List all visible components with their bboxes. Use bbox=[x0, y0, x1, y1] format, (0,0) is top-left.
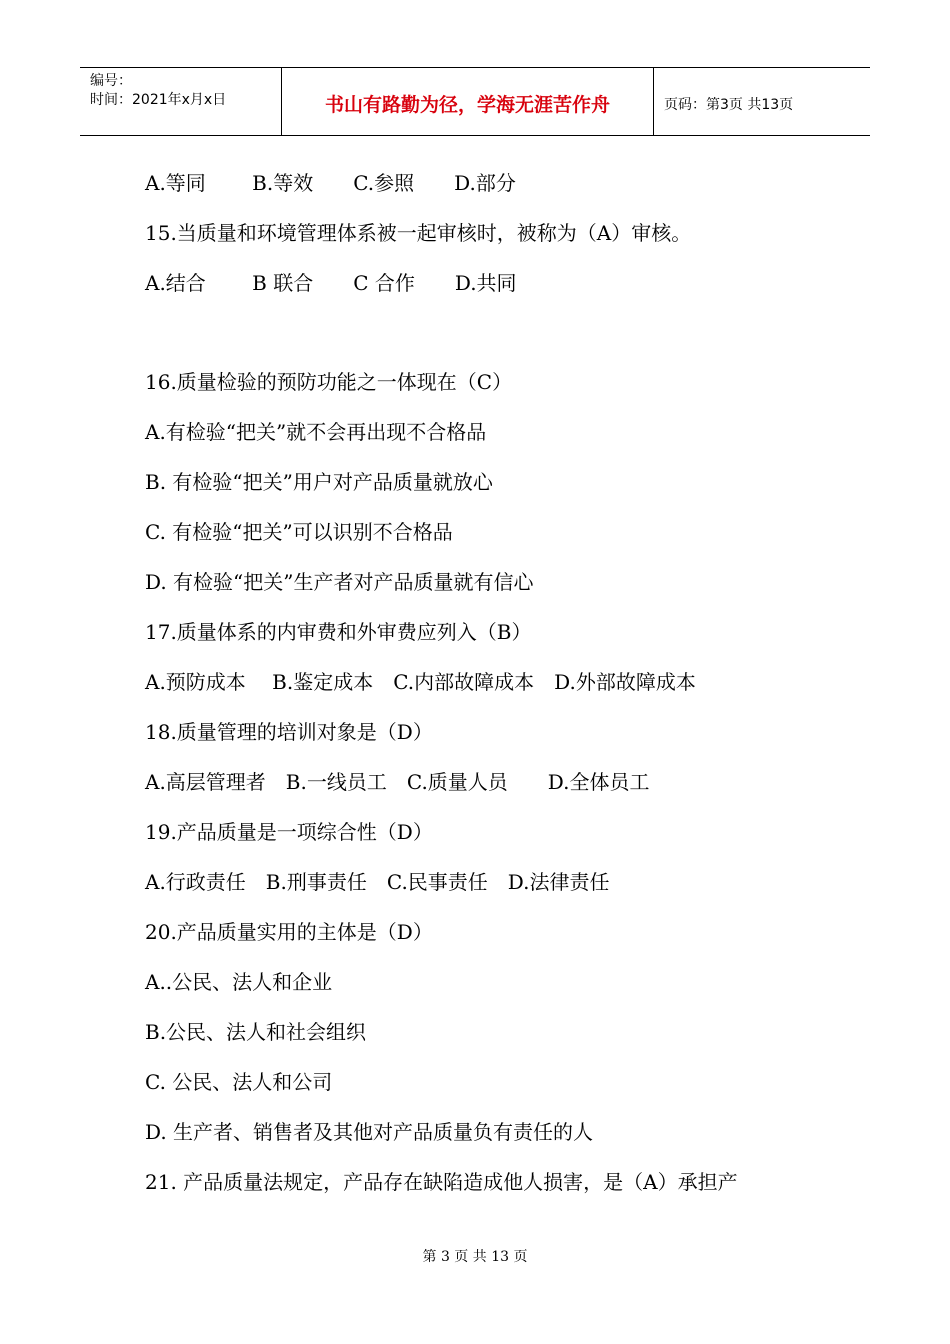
blank-line bbox=[145, 315, 845, 364]
page-footer: 第 3 页 共 13 页 bbox=[422, 1249, 528, 1265]
question-16: 16.质量检验的预防功能之一体现在（C） bbox=[145, 370, 513, 394]
text-line: B.公民、法人和社会组织 bbox=[145, 1020, 367, 1044]
header-meta-cell bbox=[80, 68, 282, 135]
text-line: C. 有检验“把关”可以识别不合格品 bbox=[145, 520, 453, 544]
text-line: A.行政责任 B.刑事责任 C.民事责任 D.法律责任 bbox=[145, 870, 610, 894]
document-date-label: 时间：2021年x月x日 bbox=[90, 92, 227, 108]
text-line: C. 公民、法人和公司 bbox=[145, 1070, 333, 1094]
header-motto: 书山有路勤为径，学海无涯苦作舟 bbox=[282, 68, 654, 135]
text-line: A..公民、法人和企业 bbox=[145, 970, 333, 994]
text-line: D. 有检验“把关”生产者对产品质量就有信心 bbox=[145, 570, 534, 594]
document-number-label: 编号： bbox=[90, 73, 132, 89]
text-line: B. 有检验“把关”用户对产品质量就放心 bbox=[145, 470, 493, 494]
document-header bbox=[80, 67, 870, 136]
text-line: A.有检验“把关”就不会再出现不合格品 bbox=[145, 420, 487, 444]
question-19: 19.产品质量是一项综合性（D） bbox=[145, 820, 433, 844]
question-15: 15.当质量和环境管理体系被一起审核时，被称为（A）审核。 bbox=[145, 221, 692, 245]
question-18: 18.质量管理的培训对象是（D） bbox=[145, 720, 433, 744]
question-21: 21. 产品质量法规定，产品存在缺陷造成他人损害，是（A）承担产 bbox=[145, 1170, 738, 1194]
text-line: D. 生产者、销售者及其他对产品质量负有责任的人 bbox=[145, 1120, 594, 1144]
question-20: 20.产品质量实用的主体是（D） bbox=[145, 920, 433, 944]
document-body bbox=[145, 165, 845, 1214]
header-page-number: 页码：第3页 共13页 bbox=[664, 96, 794, 113]
text-line: A.高层管理者 B.一线员工 C.质量人员 D.全体员工 bbox=[145, 770, 650, 794]
text-line: A.等同 B.等效 C.参照 D.部分 bbox=[145, 171, 516, 195]
question-17: 17.质量体系的内审费和外审费应列入（B） bbox=[145, 620, 532, 644]
text-line: A.结合 B 联合 C 合作 D.共同 bbox=[145, 271, 517, 295]
text-line: A.预防成本 B.鉴定成本 C.内部故障成本 D.外部故障成本 bbox=[145, 670, 696, 694]
